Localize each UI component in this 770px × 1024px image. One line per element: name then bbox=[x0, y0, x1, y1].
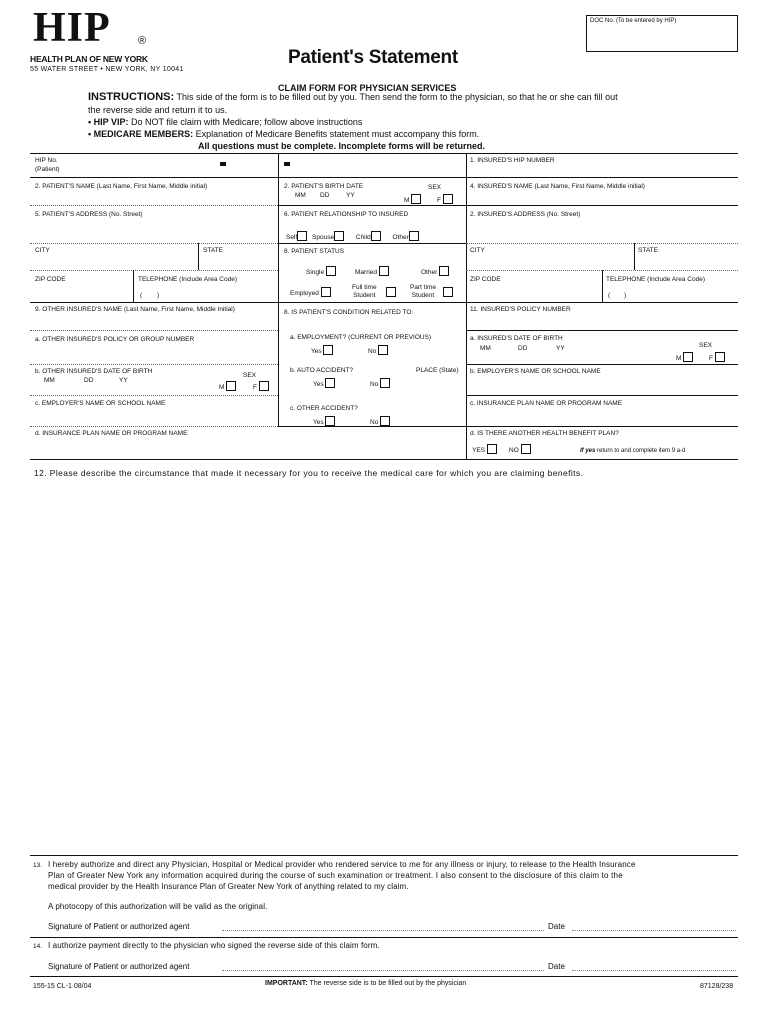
q12-response-area[interactable] bbox=[30, 482, 738, 854]
emp-yes-checkbox[interactable] bbox=[323, 345, 333, 355]
instructions-lead: INSTRUCTIONS: bbox=[88, 91, 175, 103]
other-status-label: Other bbox=[421, 269, 438, 276]
benefit-yes bbox=[472, 444, 497, 455]
city-label[interactable]: CITY bbox=[35, 247, 50, 254]
footer-right-code: 87128/238 bbox=[700, 983, 734, 990]
f9b-f-checkbox[interactable] bbox=[259, 381, 269, 391]
f11a-f-checkbox[interactable] bbox=[715, 352, 725, 362]
parttime-label: Part time bbox=[410, 284, 437, 291]
otheracc-yes-label: Yes bbox=[313, 419, 324, 426]
benefit-no bbox=[509, 444, 531, 455]
q13-signature-line[interactable] bbox=[222, 930, 544, 931]
q14-date-line[interactable] bbox=[572, 970, 736, 971]
f6-label[interactable]: 6. PATIENT RELATIONSHIP TO INSURED bbox=[284, 211, 409, 218]
f9b-dd: DD bbox=[84, 377, 94, 384]
f9-label[interactable]: 9. OTHER INSURED'S NAME (Last Name, First Name, Middle Initial) bbox=[35, 306, 235, 313]
f9b-f bbox=[253, 381, 269, 392]
f11b-label[interactable]: b. EMPLOYER'S NAME OR SCHOOL NAME bbox=[470, 368, 601, 375]
f11d-label: d. IS THERE ANOTHER HEALTH BENEFIT PLAN? bbox=[470, 430, 619, 437]
q13-signature-label: Signature of Patient or authorized agent bbox=[48, 922, 190, 931]
registered-mark: ® bbox=[138, 35, 147, 47]
auto-yes-label: Yes bbox=[313, 381, 324, 388]
parttime-checkbox[interactable] bbox=[443, 287, 453, 297]
emp-no-checkbox[interactable] bbox=[378, 345, 388, 355]
benefit-yes-checkbox[interactable] bbox=[487, 444, 497, 454]
f8-label[interactable]: 8. PATIENT STATUS bbox=[284, 248, 345, 255]
vip-text: Do NOT file claim with Medicare; follow above instructions bbox=[131, 117, 363, 127]
benefit-no-checkbox[interactable] bbox=[521, 444, 531, 454]
emp-no bbox=[368, 345, 388, 356]
f2a-label[interactable]: 2. PATIENT'S NAME (Last Name, First Name, Middle initial) bbox=[35, 183, 208, 190]
hip-no-label: HIP No. bbox=[35, 157, 58, 164]
married-checkbox[interactable] bbox=[379, 266, 389, 276]
f11a-m-label: M bbox=[676, 355, 682, 362]
fulltime-checkbox[interactable] bbox=[386, 287, 396, 297]
footer-important-text: The reverse side is to be filled out by the physician bbox=[309, 980, 467, 987]
f2c-label[interactable]: 2. INSURED'S ADDRESS (No. Street) bbox=[470, 211, 581, 218]
other-checkbox[interactable] bbox=[409, 231, 419, 241]
instructions-line2: the reverse side and return it to us. bbox=[88, 105, 228, 115]
parttime-student: Student bbox=[411, 292, 435, 299]
m-text: M bbox=[404, 197, 410, 204]
f9b-m bbox=[219, 381, 236, 392]
doc-no-label: DOC No. (To be entered by HIP) bbox=[590, 18, 677, 24]
q14-text: I authorize payment directly to the physician who signed the reverse side of this claim form. bbox=[48, 941, 380, 950]
f11a-m bbox=[676, 352, 693, 363]
medicare-bold: • MEDICARE MEMBERS: bbox=[88, 129, 194, 139]
f5-label[interactable]: 5. PATIENT'S ADDRESS (No. Street) bbox=[35, 211, 143, 218]
employed-label: Employed bbox=[290, 290, 319, 297]
f-text: F bbox=[437, 197, 441, 204]
otheracc-no-label: No bbox=[370, 419, 379, 426]
spouse-checkbox[interactable] bbox=[334, 231, 344, 241]
other-status-option bbox=[421, 266, 449, 277]
medicare-text: Explanation of Medicare Benefits statement must accompany this form. bbox=[195, 129, 480, 139]
footer-form-code: 155-15 CL-1 08/04 bbox=[33, 983, 92, 990]
zip-label[interactable]: ZIP CODE bbox=[35, 276, 66, 283]
f4-label[interactable]: 4. INSURED'S NAME (Last Name, First Name, Middle initial) bbox=[470, 183, 645, 190]
ins-state-label[interactable]: STATE bbox=[638, 247, 658, 254]
sex-m-checkbox[interactable] bbox=[411, 194, 421, 204]
q13-date-line[interactable] bbox=[572, 930, 736, 931]
single-checkbox[interactable] bbox=[326, 266, 336, 276]
single-option bbox=[306, 266, 336, 277]
hip-no-dash-2 bbox=[284, 162, 290, 166]
f11a-f bbox=[709, 352, 725, 363]
parttime-option bbox=[410, 284, 436, 300]
page-title: Patient's Statement bbox=[288, 47, 458, 68]
emp-yes bbox=[311, 345, 333, 356]
hip-logo bbox=[33, 5, 111, 51]
auto-no-label: No bbox=[370, 381, 379, 388]
auto-no bbox=[370, 378, 390, 389]
f11a-sex: SEX bbox=[699, 342, 713, 349]
f11a-mm: MM bbox=[480, 345, 491, 352]
ins-city-label[interactable]: CITY bbox=[470, 247, 485, 254]
auto-yes bbox=[313, 378, 335, 389]
otheracc-no-checkbox[interactable] bbox=[380, 416, 390, 426]
q13-date-label: Date bbox=[548, 922, 565, 931]
ins-telephone-label[interactable]: TELEPHONE (Include Area Code) bbox=[606, 276, 705, 283]
auto-yes-checkbox[interactable] bbox=[325, 378, 335, 388]
f2b-label[interactable]: 2. PATIENT'S BIRTH DATE bbox=[284, 183, 364, 190]
q13-num: 13. bbox=[33, 862, 43, 869]
fulltime-label: Full time bbox=[352, 284, 377, 291]
q14-date-label: Date bbox=[548, 962, 565, 971]
q12-label: 12. Please describe the circumstance that made it necessary for you to receive the medical care for which you are claiming benefits. bbox=[34, 468, 584, 478]
ifyes-bold: If yes bbox=[580, 448, 596, 454]
q13-photocopy: A photocopy of this authorization will be valid as the original. bbox=[48, 902, 268, 911]
f9b-mm: MM bbox=[44, 377, 55, 384]
instructions-line1 bbox=[88, 92, 618, 103]
ins-tel-paren-close: ) bbox=[624, 292, 627, 299]
sex-f-checkbox[interactable] bbox=[443, 194, 453, 204]
f9c-label[interactable]: c. EMPLOYER'S NAME OR SCHOOL NAME bbox=[35, 400, 166, 407]
mm-label: MM bbox=[295, 192, 306, 199]
ifyes-note bbox=[580, 448, 685, 455]
f9a-label[interactable]: a. OTHER INSURED'S POLICY OR GROUP NUMBER bbox=[35, 336, 195, 343]
f1-label[interactable]: 1. INSURED'S HIP NUMBER bbox=[470, 157, 555, 164]
instructions-text1: This side of the form is to be filled out by you. Then send the form to the physician, so that he or she can fill out bbox=[176, 92, 618, 102]
fulltime-student: Student bbox=[353, 292, 376, 299]
f9b-f-label: F bbox=[253, 384, 257, 391]
married-label: Married bbox=[355, 269, 378, 276]
place-label[interactable]: PLACE (State) bbox=[416, 367, 459, 374]
f11-label[interactable]: 11. INSURED'S POLICY NUMBER bbox=[470, 306, 571, 313]
sex-f-label bbox=[437, 194, 453, 205]
sex-m-label bbox=[404, 194, 421, 205]
f9b-sex: SEX bbox=[243, 372, 257, 379]
patient-label: (Patient) bbox=[35, 166, 60, 173]
otheracc-yes-checkbox[interactable] bbox=[325, 416, 335, 426]
f11a-f-label: F bbox=[709, 355, 713, 362]
self-checkbox[interactable] bbox=[297, 231, 307, 241]
emp-yes-label: Yes bbox=[311, 348, 322, 355]
form-title: CLAIM FORM FOR PHYSICIAN SERVICES bbox=[278, 83, 457, 93]
other-accident-label: c. OTHER ACCIDENT? bbox=[290, 405, 358, 412]
self-label: Self bbox=[286, 234, 298, 241]
instructions-warning: All questions must be complete. Incomplete forms will be returned. bbox=[198, 141, 486, 151]
fulltime-option bbox=[352, 284, 377, 300]
instructions-medicare bbox=[88, 129, 479, 140]
f11a-yy: YY bbox=[556, 345, 565, 352]
employment-label: a. EMPLOYMENT? (CURRENT OR PREVIOUS) bbox=[290, 334, 432, 341]
instructions-vip bbox=[88, 117, 362, 128]
f11a-label[interactable]: a. INSURED'S DATE OF BIRTH bbox=[470, 335, 563, 342]
sex-label: SEX bbox=[428, 184, 442, 191]
f9d-label[interactable]: d. INSURANCE PLAN NAME OR PROGRAM NAME bbox=[35, 430, 188, 437]
f9b-m-checkbox[interactable] bbox=[226, 381, 236, 391]
q13-line2: Plan of Greater New York any information acquired during the course of such examination or treatment. I also consent to the disclosure of this claim to the bbox=[48, 871, 623, 880]
benefit-no-label: NO bbox=[509, 447, 519, 454]
q14-signature-label: Signature of Patient or authorized agent bbox=[48, 962, 190, 971]
q13-line1: I hereby authorize and direct any Physician, Hospital or Medical provider who rendered service to me for any illness or injury, to release to the Health Insurance bbox=[48, 860, 636, 869]
hip-no-dash-1 bbox=[220, 162, 226, 166]
ifyes-rest: return to and complete item 9 a-d bbox=[597, 448, 686, 454]
other-label: Other bbox=[392, 234, 409, 241]
tel-paren-close: ) bbox=[157, 292, 160, 299]
q14-signature-line[interactable] bbox=[222, 970, 544, 971]
f8b-label: 8. IS PATIENT'S CONDITION RELATED TO: bbox=[284, 309, 414, 316]
footer-important-bold: IMPORTANT: bbox=[265, 980, 308, 987]
state-label[interactable]: STATE bbox=[203, 247, 223, 254]
auto-no-checkbox[interactable] bbox=[380, 378, 390, 388]
tel-paren-open: ( bbox=[140, 292, 143, 299]
telephone-label[interactable]: TELEPHONE (Include Area Code) bbox=[138, 276, 237, 283]
child-checkbox[interactable] bbox=[371, 231, 381, 241]
ins-zip-label[interactable]: ZIP CODE bbox=[470, 276, 501, 283]
org-address: 55 WATER STREET • NEW YORK, NY 10041 bbox=[30, 66, 184, 73]
spouse-label: Spouse bbox=[312, 234, 335, 241]
f9b-yy: YY bbox=[119, 377, 128, 384]
doc-no-box[interactable] bbox=[586, 15, 738, 52]
other-status-checkbox[interactable] bbox=[439, 266, 449, 276]
yy-label: YY bbox=[346, 192, 355, 199]
org-name: HEALTH PLAN OF NEW YORK bbox=[30, 54, 148, 64]
logo-text: HIP bbox=[33, 5, 111, 51]
q14-num: 14. bbox=[33, 943, 43, 950]
f11a-m-checkbox[interactable] bbox=[683, 352, 693, 362]
f11c-label[interactable]: c. INSURANCE PLAN NAME OR PROGRAM NAME bbox=[470, 400, 623, 407]
child-label: Child bbox=[355, 234, 371, 241]
hip-no-field[interactable] bbox=[95, 155, 278, 175]
auto-label: b. AUTO ACCIDENT? bbox=[290, 367, 354, 374]
q13-line3: medical provider by the Health Insurance Plan of Greater New York of anything related to my claim. bbox=[48, 882, 409, 891]
employed-option bbox=[290, 287, 331, 298]
ins-tel-paren-open: ( bbox=[608, 292, 611, 299]
married-option bbox=[355, 266, 389, 277]
footer-important bbox=[265, 980, 466, 987]
emp-no-label: No bbox=[368, 348, 377, 355]
relationship-options bbox=[286, 231, 419, 242]
benefit-yes-label: YES bbox=[472, 447, 486, 454]
f11a-dd: DD bbox=[518, 345, 528, 352]
f9b-m-label: M bbox=[219, 384, 225, 391]
employed-checkbox[interactable] bbox=[321, 287, 331, 297]
f9b-label[interactable]: b. OTHER INSURED'S DATE OF BIRTH bbox=[35, 368, 153, 375]
dd-label: DD bbox=[320, 192, 330, 199]
single-label: Single bbox=[306, 269, 325, 276]
vip-bold: • HIP VIP: bbox=[88, 117, 129, 127]
